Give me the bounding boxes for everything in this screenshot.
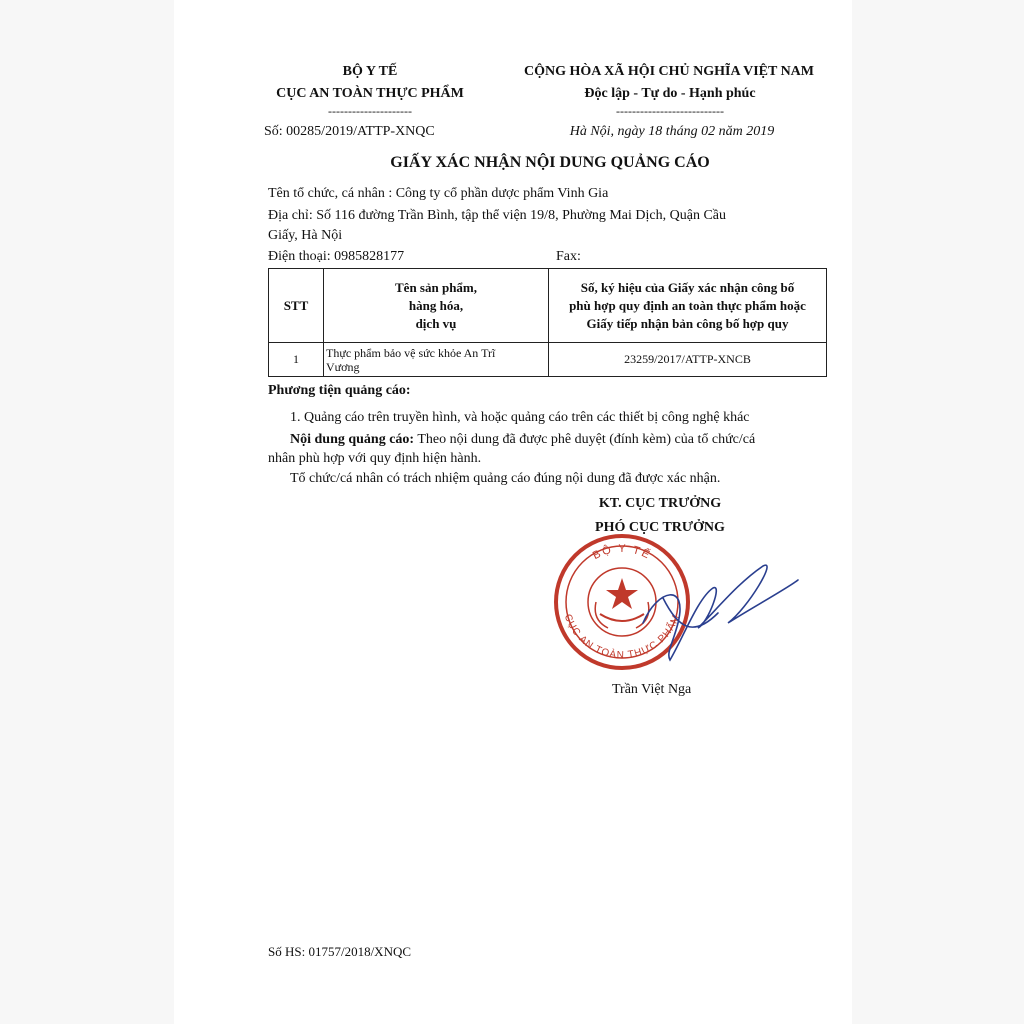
- content-line-2: nhân phù hợp với quy định hiện hành.: [268, 451, 482, 466]
- address-line-1: Địa chỉ: Số 116 đường Trần Bình, tập thể viện 19/8, Phường Mai Dịch, Quận Cầu: [268, 208, 726, 223]
- organization: Tên tổ chức, cá nhân : Công ty cổ phần dược phẩm Vinh Gia: [268, 186, 609, 201]
- country-name: CỘNG HÒA XÃ HỘI CHỦ NGHĨA VIỆT NAM: [523, 64, 814, 79]
- table-row: [269, 343, 827, 377]
- department-name: CỤC AN TOÀN THỰC PHẨM: [276, 86, 464, 101]
- ministry-name: BỘ Y TẾ: [342, 64, 398, 79]
- header-product-line-3: dịch vụ: [415, 315, 457, 331]
- seal-top-text: BỘ Y TẾ: [590, 542, 654, 563]
- media-heading: Phương tiện quảng cáo:: [268, 383, 411, 398]
- content-text: Theo nội dung đã được phê duyệt (đính kèm) của tổ chức/cá: [414, 432, 756, 447]
- row-product-line-1: Thực phẩm bảo vệ sức khỏe An Trĩ: [326, 345, 496, 360]
- header-cert-line-3: Giấy tiếp nhận bản công bố hợp quy: [586, 315, 789, 331]
- place-date: Hà Nội, ngày 18 tháng 02 năm 2019: [569, 124, 775, 139]
- seal-bottom-text: CỤC AN TOÀN THỰC PHẨM: [561, 612, 683, 662]
- header-product: [324, 269, 549, 343]
- national-motto: Độc lập - Tự do - Hạnh phúc: [584, 86, 756, 101]
- content-line-1: [290, 432, 755, 448]
- header-certificate: [549, 269, 827, 343]
- product-table: [268, 268, 827, 377]
- header-left-divider: ---------------------: [328, 104, 412, 118]
- responsibility-statement: Tổ chức/cá nhân có trách nhiệm quảng cáo đúng nội dung đã được xác nhận.: [290, 471, 721, 486]
- seal-star-icon: [606, 578, 638, 609]
- header-right-divider: ---------------------------: [616, 104, 724, 118]
- address-line-2: Giấy, Hà Nội: [268, 228, 343, 243]
- row-stt: 1: [269, 343, 324, 377]
- content-label: Nội dung quảng cáo:: [290, 432, 415, 447]
- signer-title-2: PHÓ CỤC TRƯỞNG: [595, 520, 725, 535]
- table-header-row: [269, 269, 827, 343]
- header-cert-line-2: phù hợp quy định an toàn thực phẩm hoặc: [569, 297, 806, 313]
- svg-text:BỘ Y TẾ: [591, 543, 654, 562]
- header-product-line-1: Tên sản phẩm,: [395, 279, 477, 295]
- document-title: GIẤY XÁC NHẬN NỘI DUNG QUẢNG CÁO: [390, 154, 710, 171]
- signer-name: Trần Việt Nga: [612, 682, 692, 697]
- header-cert-line-1: Số, ký hiệu của Giấy xác nhận công bố: [580, 279, 795, 295]
- handwritten-signature: [643, 565, 798, 660]
- phone: Điện thoại: 0985828177: [268, 249, 405, 264]
- signer-title-1: KT. CỤC TRƯỞNG: [598, 496, 722, 511]
- official-seal-and-signature: [548, 528, 818, 678]
- header-stt: STT: [269, 269, 324, 343]
- header-product-line-2: hàng hóa,: [408, 297, 464, 313]
- fax: Fax:: [556, 249, 581, 264]
- row-product-line-2: Vương: [326, 359, 360, 374]
- document-number: Số: 00285/2019/ATTP-XNQC: [264, 124, 435, 139]
- red-seal-stamp: [556, 536, 688, 668]
- file-number: Số HS: 01757/2018/XNQC: [268, 944, 412, 959]
- media-item-1: 1. Quảng cáo trên truyền hình, và hoặc quảng cáo trên các thiết bị công nghệ khác: [290, 410, 750, 425]
- row-product: [324, 343, 549, 377]
- row-certificate: 23259/2017/ATTP-XNCB: [549, 343, 827, 377]
